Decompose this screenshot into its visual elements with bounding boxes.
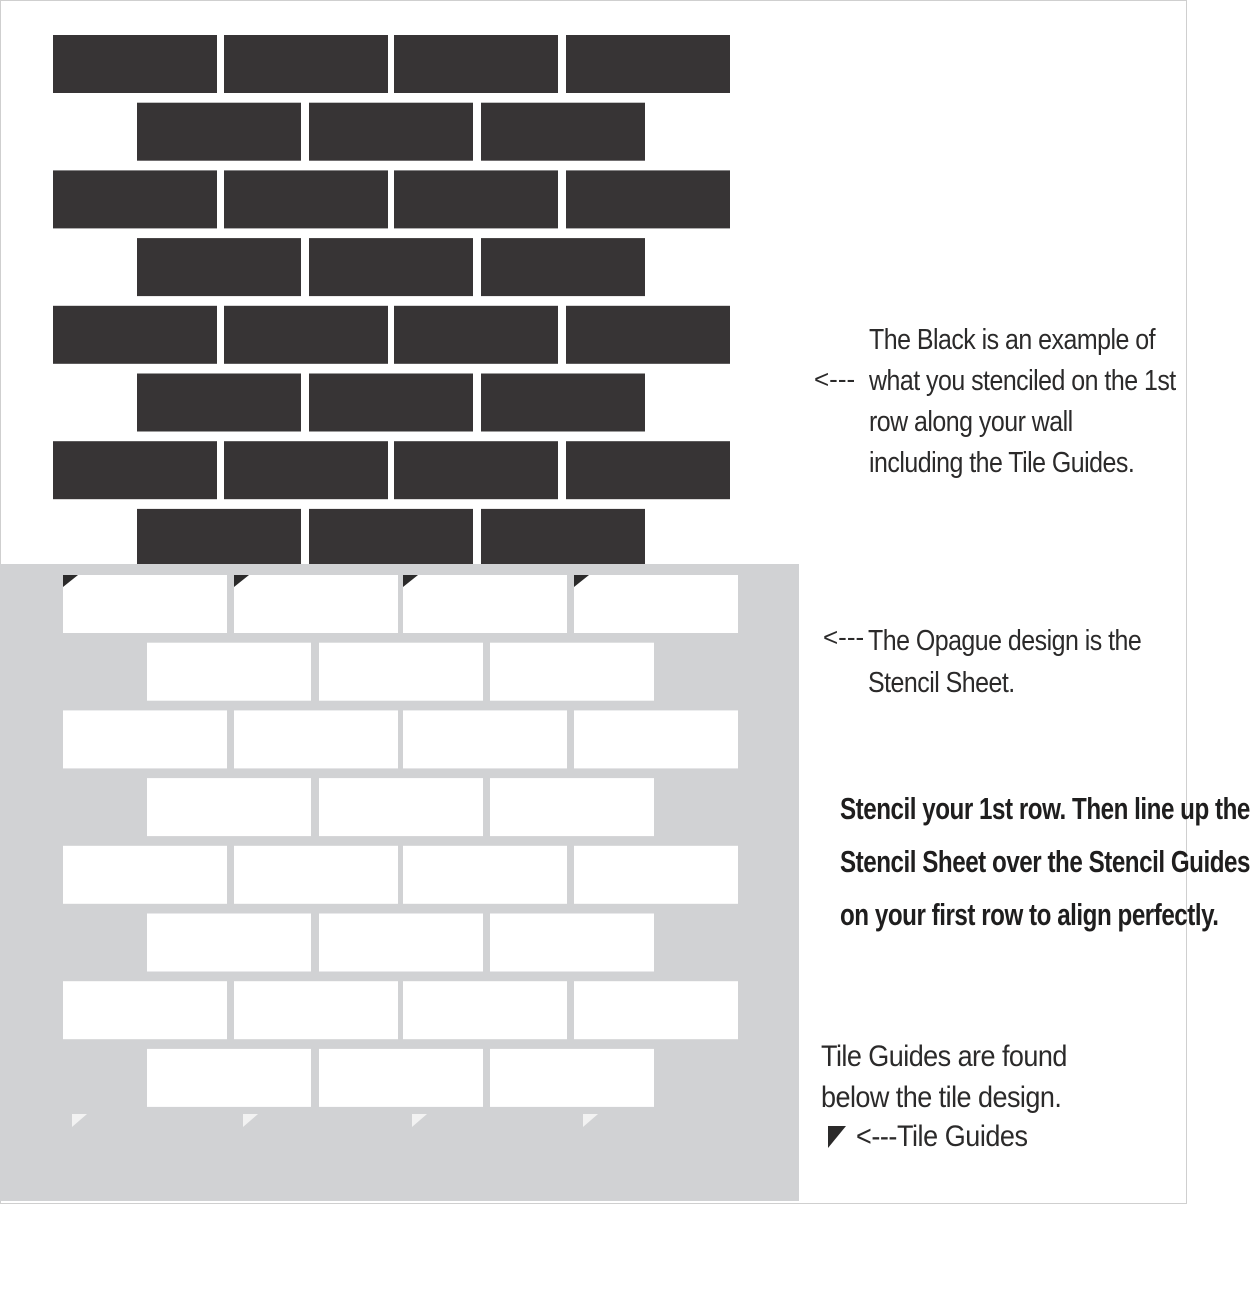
black-tile [309,103,473,161]
stencil-tile-cutout [319,643,483,701]
stencil-tile-cutout [63,981,227,1039]
black-tile [566,306,730,364]
stencil-tile-cutout [234,846,398,904]
stencil-tile-cutout [574,575,738,633]
black-tile [309,509,473,567]
black-example-line: including the Tile Guides. [869,447,1135,479]
tile-guide-icon [828,1126,846,1148]
black-tile [137,374,301,432]
stencil-tile-cutout [147,778,311,836]
stencil-tile-cutout [403,846,567,904]
opaque-design-arrow: <--- [823,622,865,652]
black-tile [224,170,388,228]
instruction-line: Stencil Sheet over the Stencil Guides [840,844,1250,879]
black-tile [137,103,301,161]
stencil-tile-cutout [319,1049,483,1107]
stencil-tile-cutout [234,981,398,1039]
stencil-tile-cutout [490,1049,654,1107]
instruction-note [840,782,1250,941]
black-tile [53,306,217,364]
instruction-line: on your first row to align perfectly. [840,897,1219,932]
tile-guides-line: below the tile design. [821,1081,1062,1114]
black-example-arrow: <--- [814,364,856,394]
stencil-tile-cutout [574,710,738,768]
black-tile [137,509,301,567]
opaque-design-note [868,620,1141,704]
stencil-tile-cutout [319,778,483,836]
black-example-line: what you stenciled on the 1st [869,365,1176,397]
black-tile [137,238,301,296]
black-tile [309,374,473,432]
stencil-tile-cutout [147,643,311,701]
stencil-tile-cutout [490,778,654,836]
black-tile [53,35,217,93]
black-tile [394,306,558,364]
tile-guides-note [821,1036,1067,1118]
tile-guides-legend-label: <---Tile Guides [856,1120,1028,1153]
stencil-tile-cutout [147,1049,311,1107]
stencil-tile-cutout [490,643,654,701]
black-tile [481,374,645,432]
stencil-tile-cutout [319,914,483,972]
stencil-tile-cutout [574,981,738,1039]
black-tile [481,103,645,161]
stencil-tile-cutout [63,846,227,904]
black-tile [224,35,388,93]
stencil-tile-cutout [403,981,567,1039]
stencil-tile-cutout [234,575,398,633]
instruction-line: Stencil your 1st row. Then line up the [840,791,1250,826]
black-tile [394,170,558,228]
black-tile [566,170,730,228]
black-example-note [869,320,1176,484]
stencil-tile-cutout [63,710,227,768]
stencil-tile-cutout [403,575,567,633]
black-tile [224,441,388,499]
stencil-tile-cutout [403,710,567,768]
black-tile [481,238,645,296]
stencil-tile-cutout [234,710,398,768]
black-tile [566,35,730,93]
stencil-tile-cutout [574,846,738,904]
black-tile [53,441,217,499]
black-example-line: row along your wall [869,406,1073,438]
opaque-design-line: The Opague design is the [868,625,1142,657]
black-tile [224,306,388,364]
black-tile [566,441,730,499]
stencil-tile-cutout [147,914,311,972]
stencil-tile-cutout [490,914,654,972]
black-tile [394,35,558,93]
stencil-tile-cutout [63,575,227,633]
black-tile [394,441,558,499]
opaque-design-line: Stencil Sheet. [868,667,1015,699]
black-tile [309,238,473,296]
black-tile [481,509,645,567]
black-example-line: The Black is an example of [869,324,1156,356]
tile-guides-line: Tile Guides are found [821,1040,1067,1073]
black-tile [53,170,217,228]
